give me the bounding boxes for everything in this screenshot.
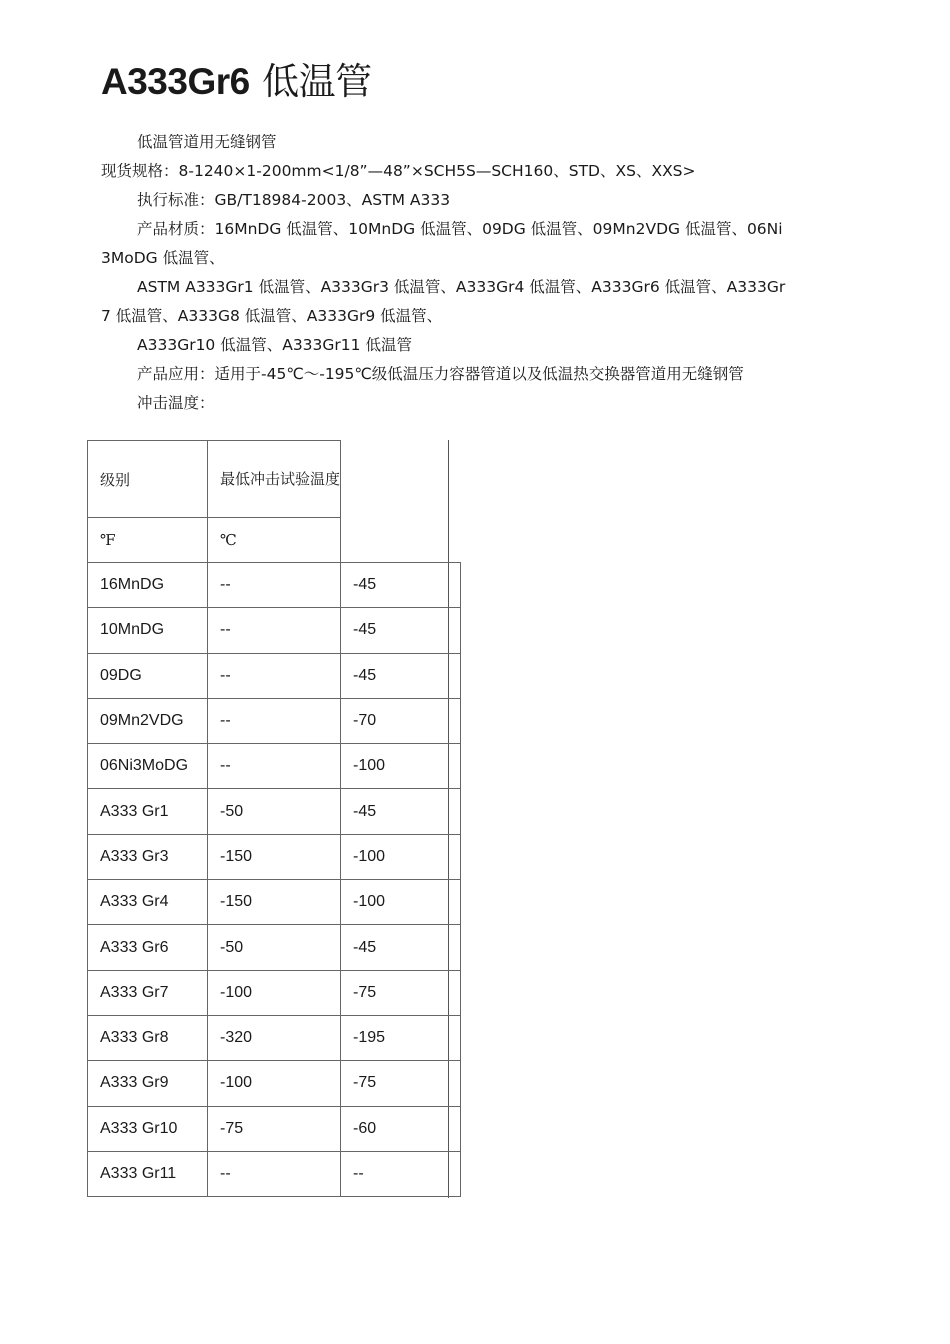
cell-c: -- <box>341 1151 461 1196</box>
cell-f: -50 <box>208 925 341 970</box>
cell-grade: 09DG <box>88 653 208 698</box>
cell-grade: A333 Gr7 <box>88 970 208 1015</box>
table-row <box>88 1015 461 1060</box>
cell-f: -- <box>208 1151 341 1196</box>
table-row <box>88 608 461 653</box>
impact-temperature-label: 冲击温度： <box>137 394 215 412</box>
cell-c: -75 <box>341 970 461 1015</box>
material-line-2: 3MoDG 低温管、 <box>101 249 225 267</box>
unit-fahrenheit: ℉ <box>88 518 208 563</box>
cell-grade: 16MnDG <box>88 563 208 608</box>
material-line-4: 7 低温管、A333G8 低温管、A333Gr9 低温管、 <box>101 307 443 325</box>
cell-f: -- <box>208 653 341 698</box>
cell-grade: A333 Gr6 <box>88 925 208 970</box>
spec-line: 现货规格：8-1240×1-200mm<1/8”—48”×SCH5S—SCH160、STD、XS、XXS> <box>101 162 696 180</box>
table-row <box>88 970 461 1015</box>
header-blank <box>341 441 461 518</box>
cell-c: -100 <box>341 880 461 925</box>
subtitle: 低温管道用无缝钢管 <box>137 133 277 151</box>
cell-f: -- <box>208 744 341 789</box>
table-row <box>88 925 461 970</box>
cell-f: -100 <box>208 1061 341 1106</box>
table-row <box>88 1106 461 1151</box>
cell-c: -70 <box>341 698 461 743</box>
table-unit-row <box>88 518 461 563</box>
cell-c: -45 <box>341 608 461 653</box>
page-title <box>101 56 372 108</box>
cell-grade: A333 Gr1 <box>88 789 208 834</box>
cell-grade: A333 Gr11 <box>88 1151 208 1196</box>
unit-blank <box>341 518 461 563</box>
cell-grade: 06Ni3MoDG <box>88 744 208 789</box>
title-latin: A333Gr6 <box>101 61 250 102</box>
impact-temperature-table <box>87 440 461 1197</box>
cell-f: -100 <box>208 970 341 1015</box>
cell-c: -100 <box>341 744 461 789</box>
table-row <box>88 834 461 879</box>
cell-grade: A333 Gr10 <box>88 1106 208 1151</box>
cell-grade: 10MnDG <box>88 608 208 653</box>
cell-f: -75 <box>208 1106 341 1151</box>
cell-f: -- <box>208 698 341 743</box>
cell-f: -- <box>208 563 341 608</box>
table-row <box>88 744 461 789</box>
cell-grade: A333 Gr4 <box>88 880 208 925</box>
table-row <box>88 698 461 743</box>
table-row <box>88 789 461 834</box>
title-cjk: 低温管 <box>262 60 372 103</box>
cell-grade: 09Mn2VDG <box>88 698 208 743</box>
cell-c: -45 <box>341 653 461 698</box>
cell-f: -320 <box>208 1015 341 1060</box>
material-line-1: 产品材质：16MnDG 低温管、10MnDG 低温管、09DG 低温管、09Mn2VDG 低温管、06Ni <box>137 220 783 238</box>
application-line: 产品应用：适用于-45℃～-195℃级低温压力容器管道以及低温热交换器管道用无缝钢管 <box>137 365 744 383</box>
cell-grade: A333 Gr8 <box>88 1015 208 1060</box>
cell-c: -45 <box>341 563 461 608</box>
cell-grade: A333 Gr9 <box>88 1061 208 1106</box>
cell-f: -150 <box>208 834 341 879</box>
table-row <box>88 1061 461 1106</box>
table-row <box>88 653 461 698</box>
cell-c: -45 <box>341 925 461 970</box>
cell-c: -45 <box>341 789 461 834</box>
header-min-temp: 最低冲击试验温度 <box>208 441 341 518</box>
table-header-row <box>88 441 461 518</box>
cell-grade: A333 Gr3 <box>88 834 208 879</box>
cell-c: -100 <box>341 834 461 879</box>
table-row <box>88 1151 461 1196</box>
cell-c: -75 <box>341 1061 461 1106</box>
unit-celsius: ℃ <box>208 518 341 563</box>
material-line-5: A333Gr10 低温管、A333Gr11 低温管 <box>137 336 412 354</box>
material-line-3: ASTM A333Gr1 低温管、A333Gr3 低温管、A333Gr4 低温管、A333Gr6 低温管、A333Gr <box>137 278 786 296</box>
cell-f: -150 <box>208 880 341 925</box>
cell-f: -50 <box>208 789 341 834</box>
cell-c: -195 <box>341 1015 461 1060</box>
header-grade: 级别 <box>88 441 208 518</box>
cell-f: -- <box>208 608 341 653</box>
cell-c: -60 <box>341 1106 461 1151</box>
table-row <box>88 563 461 608</box>
standard-line: 执行标准：GB/T18984-2003、ASTM A333 <box>137 191 451 209</box>
table-row <box>88 880 461 925</box>
